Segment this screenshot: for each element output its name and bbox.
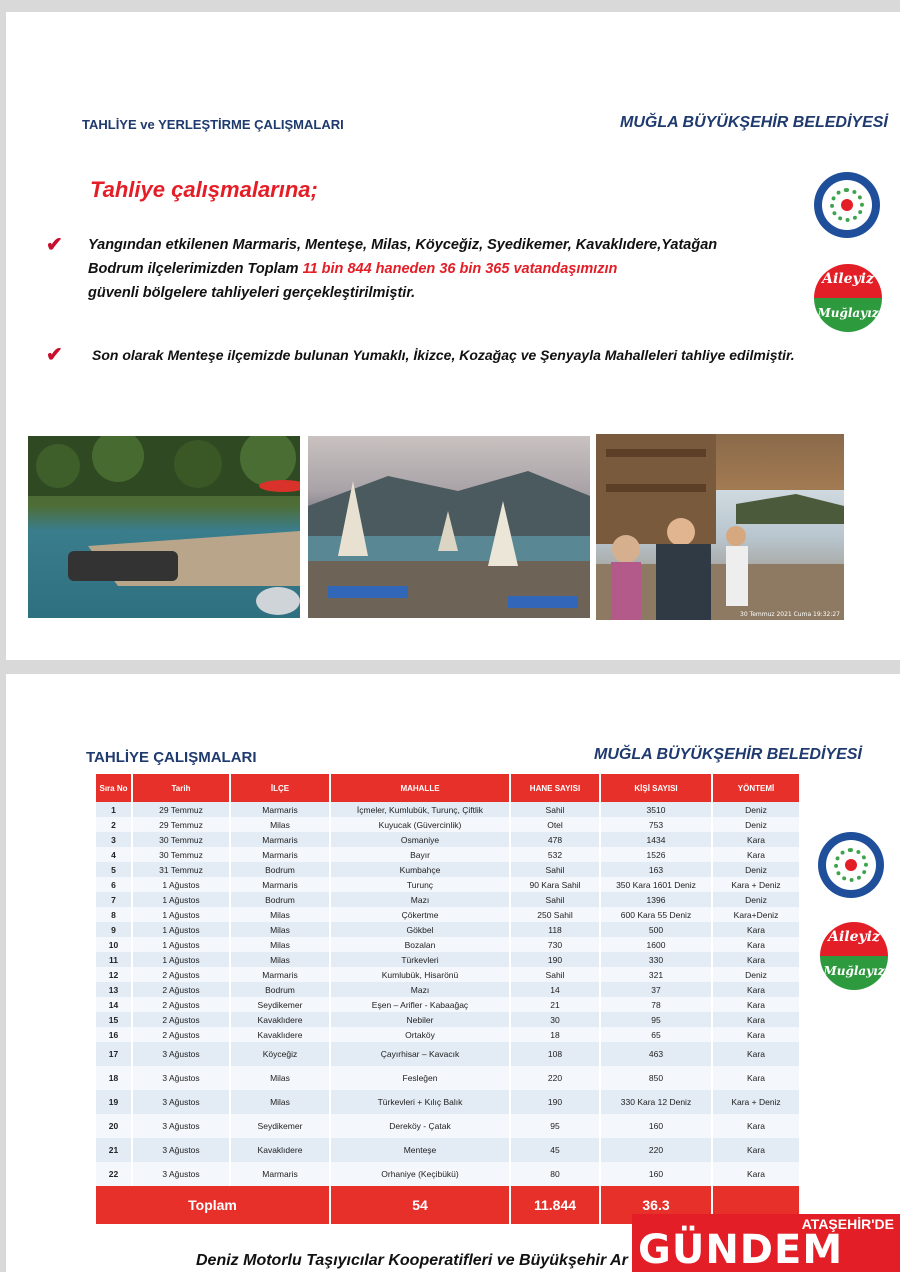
cell-mahalle: Turunç	[330, 877, 510, 892]
cell-ilce: Milas	[230, 952, 330, 967]
bullet-line-text: Bodrum ilçelerimizden Toplam	[88, 261, 303, 277]
cell-hane: Sahil	[510, 862, 600, 877]
cell-yontem: Kara	[712, 982, 800, 997]
cell-mahalle: İçmeler, Kumlubük, Turunç, Çiftlik	[330, 802, 510, 817]
bullet-line: güvenli bölgelere tahliyeleri gerçekleştirilmiştir.	[88, 285, 416, 301]
cell-tarih: 30 Temmuz	[132, 847, 230, 862]
table-row	[96, 997, 800, 1012]
cell-tarih: 2 Ağustos	[132, 997, 230, 1012]
cell-tarih: 1 Ağustos	[132, 877, 230, 892]
column-header: İLÇE	[230, 774, 330, 802]
cell-hane: 95	[510, 1114, 600, 1138]
cell-kisi: 321	[600, 967, 712, 982]
check-icon: ✔	[46, 344, 63, 366]
cell-mahalle: Gökbel	[330, 922, 510, 937]
cell-mahalle: Bayır	[330, 847, 510, 862]
cell-mahalle: Kuyucak (Güvercinlik)	[330, 817, 510, 832]
cell-tarih: 1 Ağustos	[132, 922, 230, 937]
cell-yontem: Kara	[712, 1012, 800, 1027]
slide-header-right: MUĞLA BÜYÜKŞEHİR BELEDİYESİ	[594, 746, 862, 763]
cell-kisi: 330 Kara 12 Deniz	[600, 1090, 712, 1114]
cell-tarih: 3 Ağustos	[132, 1090, 230, 1114]
municipality-logo-icon	[818, 832, 884, 898]
cell-ilce: Seydikemer	[230, 1114, 330, 1138]
cell-yontem: Deniz	[712, 817, 800, 832]
cell-ilce: Köyceğiz	[230, 1042, 330, 1066]
cell-tarih: 3 Ağustos	[132, 1162, 230, 1186]
cell-tarih: 2 Ağustos	[132, 1012, 230, 1027]
cell-ilce: Bodrum	[230, 982, 330, 997]
cell-no: 6	[96, 877, 132, 892]
cell-mahalle: Orhaniye (Keçibükü)	[330, 1162, 510, 1186]
table-row	[96, 1162, 800, 1186]
cell-mahalle: Türkevleri	[330, 952, 510, 967]
birlik-logo-icon	[812, 262, 884, 334]
cell-no: 4	[96, 847, 132, 862]
table-row	[96, 1012, 800, 1027]
table-row	[96, 1138, 800, 1162]
cell-ilce: Milas	[230, 1066, 330, 1090]
bullet-evacuation-total	[88, 233, 808, 305]
birlik-logo-text-top: Aileyiz	[814, 264, 882, 298]
cell-kisi: 500	[600, 922, 712, 937]
cell-no: 11	[96, 952, 132, 967]
cell-yontem: Kara + Deniz	[712, 1090, 800, 1114]
cell-no: 12	[96, 967, 132, 982]
cell-kisi: 95	[600, 1012, 712, 1027]
table-row	[96, 817, 800, 832]
table-row	[96, 1042, 800, 1066]
cell-ilce: Milas	[230, 922, 330, 937]
cell-kisi: 65	[600, 1027, 712, 1042]
evacuation-table	[96, 774, 801, 1224]
cell-ilce: Kavaklıdere	[230, 1138, 330, 1162]
table-row	[96, 892, 800, 907]
cell-yontem: Kara	[712, 1162, 800, 1186]
cell-ilce: Kavaklıdere	[230, 1012, 330, 1027]
cell-mahalle: Mazı	[330, 892, 510, 907]
cell-yontem: Kara	[712, 922, 800, 937]
cell-hane: 118	[510, 922, 600, 937]
table-row	[96, 967, 800, 982]
cell-ilce: Marmaris	[230, 1162, 330, 1186]
cell-kisi: 850	[600, 1066, 712, 1090]
cell-yontem: Kara	[712, 847, 800, 862]
cell-yontem: Kara	[712, 997, 800, 1012]
table-row	[96, 862, 800, 877]
cell-no: 14	[96, 997, 132, 1012]
cell-ilce: Marmaris	[230, 877, 330, 892]
cell-no: 20	[96, 1114, 132, 1138]
total-kisi: 36.3	[600, 1186, 712, 1224]
photo-boat-evacuation	[28, 436, 300, 618]
cell-tarih: 2 Ağustos	[132, 967, 230, 982]
birlik-logo-text-bottom: Muğlayız	[820, 956, 888, 990]
cell-tarih: 2 Ağustos	[132, 1027, 230, 1042]
cell-mahalle: Osmaniye	[330, 832, 510, 847]
cell-kisi: 330	[600, 952, 712, 967]
photo-timestamp: 30 Temmuz 2021 Cuma 19:32:27	[740, 611, 840, 618]
cell-kisi: 1526	[600, 847, 712, 862]
column-header: MAHALLE	[330, 774, 510, 802]
cell-mahalle: Kumbahçe	[330, 862, 510, 877]
watermark-small-text: ATAŞEHİR'DE	[801, 1216, 894, 1232]
slide-evacuation-summary	[6, 12, 900, 660]
cell-mahalle: Bozalan	[330, 937, 510, 952]
cell-mahalle: Çökertme	[330, 907, 510, 922]
slide-evacuation-table	[6, 674, 900, 1272]
photo-boarding-ship	[596, 434, 844, 620]
slide-header-right: MUĞLA BÜYÜKŞEHİR BELEDİYESİ	[620, 114, 888, 131]
column-header: KİŞİ SAYISI	[600, 774, 712, 802]
birlik-logo-text-bottom: Muğlayız	[814, 298, 882, 332]
check-icon: ✔	[46, 234, 63, 256]
table-row	[96, 1066, 800, 1090]
cell-no: 17	[96, 1042, 132, 1066]
cell-yontem: Deniz	[712, 967, 800, 982]
table-header-row	[96, 774, 800, 802]
cell-mahalle: Çayırhisar – Kavacık	[330, 1042, 510, 1066]
table-row	[96, 1114, 800, 1138]
cell-hane: Sahil	[510, 802, 600, 817]
cell-mahalle: Mazı	[330, 982, 510, 997]
cell-tarih: 1 Ağustos	[132, 937, 230, 952]
cell-tarih: 1 Ağustos	[132, 892, 230, 907]
cell-no: 2	[96, 817, 132, 832]
cell-hane: 18	[510, 1027, 600, 1042]
bullet-line: Yangından etkilenen Marmaris, Menteşe, Milas, Köyceğiz, Syedikemer, Kavaklıdere,Yatağan	[88, 237, 718, 253]
cell-hane: 190	[510, 1090, 600, 1114]
slide-header-left: TAHLİYE ÇALIŞMALARI	[86, 749, 257, 766]
column-header: HANE SAYISI	[510, 774, 600, 802]
cell-hane: 14	[510, 982, 600, 997]
cell-no: 5	[96, 862, 132, 877]
cell-yontem: Deniz	[712, 802, 800, 817]
cell-tarih: 30 Temmuz	[132, 832, 230, 847]
cell-no: 19	[96, 1090, 132, 1114]
cell-tarih: 2 Ağustos	[132, 982, 230, 997]
column-header: YÖNTEMİ	[712, 774, 800, 802]
table-row	[96, 832, 800, 847]
cell-yontem: Kara+Deniz	[712, 907, 800, 922]
cell-hane: Otel	[510, 817, 600, 832]
table-row	[96, 907, 800, 922]
cell-no: 15	[96, 1012, 132, 1027]
cell-kisi: 37	[600, 982, 712, 997]
cell-kisi: 160	[600, 1114, 712, 1138]
table-row	[96, 1090, 800, 1114]
cell-no: 7	[96, 892, 132, 907]
slide-header-left: TAHLİYE ve YERLEŞTİRME ÇALIŞMALARI	[82, 117, 344, 132]
cell-hane: 478	[510, 832, 600, 847]
cell-tarih: 1 Ağustos	[132, 907, 230, 922]
cell-yontem: Kara	[712, 832, 800, 847]
cell-mahalle: Dereköy - Çatak	[330, 1114, 510, 1138]
cell-no: 9	[96, 922, 132, 937]
cell-tarih: 1 Ağustos	[132, 952, 230, 967]
cell-kisi: 753	[600, 817, 712, 832]
cell-ilce: Milas	[230, 937, 330, 952]
cell-mahalle: Fesleğen	[330, 1066, 510, 1090]
cell-hane: 30	[510, 1012, 600, 1027]
cell-yontem: Kara + Deniz	[712, 877, 800, 892]
cell-no: 1	[96, 802, 132, 817]
cell-ilce: Bodrum	[230, 892, 330, 907]
cell-kisi: 163	[600, 862, 712, 877]
cell-tarih: 31 Temmuz	[132, 862, 230, 877]
cell-tarih: 29 Temmuz	[132, 802, 230, 817]
cell-ilce: Marmaris	[230, 802, 330, 817]
watermark-big-text: GÜNDEM	[638, 1227, 844, 1272]
cell-hane: 730	[510, 937, 600, 952]
cell-kisi: 1396	[600, 892, 712, 907]
column-header: Tarih	[132, 774, 230, 802]
cell-mahalle: Türkevleri + Kılıç Balık	[330, 1090, 510, 1114]
table-row	[96, 937, 800, 952]
cell-ilce: Marmaris	[230, 847, 330, 862]
cell-no: 3	[96, 832, 132, 847]
cell-ilce: Marmaris	[230, 967, 330, 982]
cell-mahalle: Kumlubük, Hisarönü	[330, 967, 510, 982]
cell-yontem: Kara	[712, 1042, 800, 1066]
cell-hane: 190	[510, 952, 600, 967]
cell-hane: 220	[510, 1066, 600, 1090]
table-row	[96, 877, 800, 892]
cell-no: 8	[96, 907, 132, 922]
cell-hane: Sahil	[510, 892, 600, 907]
cell-yontem: Kara	[712, 1027, 800, 1042]
cell-no: 10	[96, 937, 132, 952]
cell-no: 18	[96, 1066, 132, 1090]
cell-hane: 90 Kara Sahil	[510, 877, 600, 892]
cell-ilce: Milas	[230, 817, 330, 832]
cell-kisi: 3510	[600, 802, 712, 817]
municipality-logo-icon	[814, 172, 880, 238]
cell-kisi: 78	[600, 997, 712, 1012]
table-row	[96, 952, 800, 967]
cell-kisi: 1434	[600, 832, 712, 847]
photo-beach-crowd	[308, 436, 590, 618]
birlik-logo-icon	[818, 920, 890, 992]
slide-footer-text: Deniz Motorlu Taşıyıcılar Kooperatifleri ve Büyükşehir Ar	[196, 1252, 628, 1269]
cell-hane: 45	[510, 1138, 600, 1162]
cell-hane: 108	[510, 1042, 600, 1066]
cell-tarih: 3 Ağustos	[132, 1114, 230, 1138]
highlight-figures: 11 bin 844 haneden 36 bin 365 vatandaşımızın	[302, 261, 618, 277]
total-hane: 11.844	[510, 1186, 600, 1224]
total-label: Toplam	[96, 1186, 330, 1224]
cell-tarih: 3 Ağustos	[132, 1138, 230, 1162]
cell-hane: 250 Sahil	[510, 907, 600, 922]
table-row	[96, 982, 800, 997]
table-row	[96, 1027, 800, 1042]
table-row	[96, 922, 800, 937]
cell-ilce: Milas	[230, 907, 330, 922]
cell-ilce: Marmaris	[230, 832, 330, 847]
cell-yontem: Deniz	[712, 892, 800, 907]
cell-kisi: 350 Kara 1601 Deniz	[600, 877, 712, 892]
cell-mahalle: Eşen – Arifler - Kabaağaç	[330, 997, 510, 1012]
cell-tarih: 29 Temmuz	[132, 817, 230, 832]
cell-hane: 532	[510, 847, 600, 862]
table-row	[96, 802, 800, 817]
cell-ilce: Bodrum	[230, 862, 330, 877]
cell-yontem: Kara	[712, 952, 800, 967]
cell-kisi: 160	[600, 1162, 712, 1186]
bullet-line	[88, 257, 808, 281]
cell-no: 21	[96, 1138, 132, 1162]
cell-yontem: Kara	[712, 1114, 800, 1138]
birlik-logo-text-top: Aileyiz	[820, 922, 888, 956]
cell-hane: Sahil	[510, 967, 600, 982]
cell-hane: 80	[510, 1162, 600, 1186]
cell-kisi: 463	[600, 1042, 712, 1066]
total-mahalle: 54	[330, 1186, 510, 1224]
cell-mahalle: Ortaköy	[330, 1027, 510, 1042]
column-header: Sıra No	[96, 774, 132, 802]
cell-yontem: Kara	[712, 937, 800, 952]
cell-ilce: Milas	[230, 1090, 330, 1114]
cell-ilce: Kavaklıdere	[230, 1027, 330, 1042]
cell-tarih: 3 Ağustos	[132, 1042, 230, 1066]
cell-mahalle: Menteşe	[330, 1138, 510, 1162]
watermark-logo	[632, 1214, 900, 1272]
bullet-last-evacuation: Son olarak Menteşe ilçemizde bulunan Yumaklı, İkizce, Kozağaç ve Şenyayla Mahalleleri tahliye edilmiştir.	[92, 347, 795, 363]
cell-no: 22	[96, 1162, 132, 1186]
table-row	[96, 847, 800, 862]
cell-ilce: Seydikemer	[230, 997, 330, 1012]
cell-mahalle: Nebiler	[330, 1012, 510, 1027]
cell-yontem: Deniz	[712, 862, 800, 877]
cell-yontem: Kara	[712, 1066, 800, 1090]
cell-tarih: 3 Ağustos	[132, 1066, 230, 1090]
cell-no: 16	[96, 1027, 132, 1042]
cell-kisi: 220	[600, 1138, 712, 1162]
cell-hane: 21	[510, 997, 600, 1012]
cell-yontem: Kara	[712, 1138, 800, 1162]
cell-kisi: 600 Kara 55 Deniz	[600, 907, 712, 922]
cell-kisi: 1600	[600, 937, 712, 952]
slide-subtitle: Tahliye çalışmalarına;	[90, 177, 318, 202]
cell-no: 13	[96, 982, 132, 997]
